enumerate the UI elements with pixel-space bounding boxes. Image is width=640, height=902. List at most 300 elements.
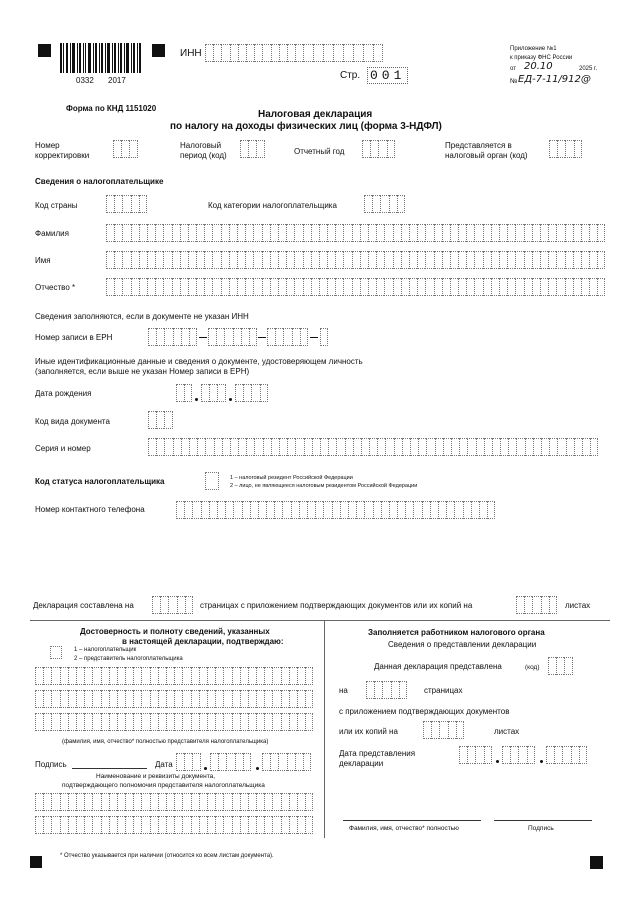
input-cell[interactable]: [232, 690, 240, 708]
input-cell[interactable]: [139, 224, 147, 242]
input-cell[interactable]: [540, 278, 548, 296]
input-cell[interactable]: [311, 224, 319, 242]
input-cell[interactable]: [311, 251, 319, 269]
official-sign-line[interactable]: [494, 820, 592, 821]
input-cell[interactable]: [232, 713, 240, 731]
input-cell[interactable]: [589, 278, 597, 296]
input-cell[interactable]: [188, 278, 196, 296]
input-cell[interactable]: [182, 690, 190, 708]
input-cell[interactable]: [556, 278, 564, 296]
input-cell[interactable]: [229, 224, 237, 242]
input-cell[interactable]: [180, 224, 188, 242]
input-cell[interactable]: [548, 251, 556, 269]
input-cell[interactable]: [245, 224, 253, 242]
input-cell[interactable]: [258, 501, 266, 519]
input-cell[interactable]: [158, 793, 166, 811]
tax-period-input[interactable]: [240, 140, 265, 158]
input-cell[interactable]: [51, 713, 59, 731]
input-cell[interactable]: [393, 224, 401, 242]
input-cell[interactable]: [106, 224, 114, 242]
input-cell[interactable]: [254, 438, 262, 456]
input-cell[interactable]: [303, 251, 311, 269]
input-cell[interactable]: [381, 501, 389, 519]
input-cell[interactable]: [368, 224, 376, 242]
input-cell[interactable]: [122, 224, 130, 242]
input-cell[interactable]: [507, 278, 515, 296]
input-cell[interactable]: [131, 278, 139, 296]
input-cell[interactable]: [172, 278, 180, 296]
input-cell[interactable]: [60, 690, 68, 708]
input-cell[interactable]: [466, 278, 474, 296]
input-cell[interactable]: [199, 713, 207, 731]
input-cell[interactable]: [181, 438, 189, 456]
input-cell[interactable]: [319, 278, 327, 296]
input-cell[interactable]: [223, 793, 231, 811]
input-cell[interactable]: [405, 501, 413, 519]
input-cell[interactable]: [566, 438, 574, 456]
input-cell[interactable]: [305, 713, 313, 731]
input-cell[interactable]: [352, 278, 360, 296]
input-cell[interactable]: [232, 793, 240, 811]
input-cell[interactable]: [223, 713, 231, 731]
input-cell[interactable]: [68, 667, 76, 685]
input-cell[interactable]: [166, 667, 174, 685]
input-cell[interactable]: [272, 667, 280, 685]
input-cell[interactable]: [303, 224, 311, 242]
input-cell[interactable]: [409, 251, 417, 269]
input-cell[interactable]: [483, 278, 491, 296]
input-cell[interactable]: [199, 816, 207, 834]
input-cell[interactable]: [166, 690, 174, 708]
input-cell[interactable]: [163, 251, 171, 269]
ern-part-2-input[interactable]: [208, 328, 257, 346]
input-cell[interactable]: [240, 690, 248, 708]
input-cell[interactable]: [176, 501, 184, 519]
input-cell[interactable]: [230, 438, 238, 456]
input-cell[interactable]: [191, 793, 199, 811]
input-cell[interactable]: [125, 690, 133, 708]
input-cell[interactable]: [114, 278, 122, 296]
input-cell[interactable]: [491, 278, 499, 296]
input-cell[interactable]: [376, 278, 384, 296]
input-cell[interactable]: [418, 438, 426, 456]
input-cell[interactable]: [245, 278, 253, 296]
input-cell[interactable]: [233, 501, 241, 519]
input-cell[interactable]: [250, 501, 258, 519]
series-number-input[interactable]: [148, 438, 598, 456]
input-cell[interactable]: [454, 501, 462, 519]
input-cell[interactable]: [125, 816, 133, 834]
input-cell[interactable]: [256, 816, 264, 834]
input-cell[interactable]: [221, 278, 229, 296]
input-cell[interactable]: [229, 251, 237, 269]
input-cell[interactable]: [248, 793, 256, 811]
input-cell[interactable]: [188, 224, 196, 242]
input-cell[interactable]: [533, 438, 541, 456]
input-cell[interactable]: [117, 793, 125, 811]
input-cell[interactable]: [270, 278, 278, 296]
input-cell[interactable]: [376, 224, 384, 242]
ern-part-1-input[interactable]: [148, 328, 197, 346]
input-cell[interactable]: [237, 224, 245, 242]
input-cell[interactable]: [458, 278, 466, 296]
input-cell[interactable]: [435, 438, 443, 456]
input-cell[interactable]: [156, 438, 164, 456]
input-cell[interactable]: [466, 224, 474, 242]
input-cell[interactable]: [196, 278, 204, 296]
input-cell[interactable]: [109, 690, 117, 708]
input-cell[interactable]: [248, 667, 256, 685]
input-cell[interactable]: [270, 224, 278, 242]
input-cell[interactable]: [76, 690, 84, 708]
input-cell[interactable]: [297, 713, 305, 731]
input-cell[interactable]: [60, 713, 68, 731]
input-cell[interactable]: [289, 713, 297, 731]
input-cell[interactable]: [192, 501, 200, 519]
input-cell[interactable]: [402, 438, 410, 456]
confirmer-type-input[interactable]: [50, 646, 62, 659]
input-cell[interactable]: [84, 667, 92, 685]
input-cell[interactable]: [565, 278, 573, 296]
input-cell[interactable]: [256, 690, 264, 708]
input-cell[interactable]: [174, 793, 182, 811]
input-cell[interactable]: [155, 278, 163, 296]
input-cell[interactable]: [565, 224, 573, 242]
input-cell[interactable]: [253, 278, 261, 296]
input-cell[interactable]: [320, 438, 328, 456]
input-cell[interactable]: [262, 278, 270, 296]
input-cell[interactable]: [297, 690, 305, 708]
input-cell[interactable]: [516, 438, 524, 456]
input-cell[interactable]: [573, 224, 581, 242]
input-cell[interactable]: [248, 713, 256, 731]
input-cell[interactable]: [229, 278, 237, 296]
input-cell[interactable]: [232, 667, 240, 685]
input-cell[interactable]: [466, 251, 474, 269]
input-cell[interactable]: [264, 793, 272, 811]
input-cell[interactable]: [223, 816, 231, 834]
input-cell[interactable]: [133, 713, 141, 731]
input-cell[interactable]: [139, 278, 147, 296]
input-cell[interactable]: [253, 224, 261, 242]
input-cell[interactable]: [43, 816, 51, 834]
input-cell[interactable]: [287, 438, 295, 456]
left-date-day-input[interactable]: [176, 753, 201, 771]
input-cell[interactable]: [223, 667, 231, 685]
input-cell[interactable]: [35, 667, 43, 685]
input-cell[interactable]: [101, 690, 109, 708]
reporting-year-input[interactable]: [362, 140, 395, 158]
input-cell[interactable]: [443, 438, 451, 456]
official-name-line[interactable]: [343, 820, 481, 821]
doc-type-input[interactable]: [148, 411, 173, 429]
input-cell[interactable]: [106, 251, 114, 269]
input-cell[interactable]: [582, 438, 590, 456]
input-cell[interactable]: [548, 278, 556, 296]
input-cell[interactable]: [141, 713, 149, 731]
input-cell[interactable]: [434, 251, 442, 269]
input-cell[interactable]: [197, 438, 205, 456]
representative-name-line-3[interactable]: [35, 713, 313, 731]
input-cell[interactable]: [117, 816, 125, 834]
input-cell[interactable]: [328, 438, 336, 456]
input-cell[interactable]: [207, 793, 215, 811]
input-cell[interactable]: [548, 224, 556, 242]
input-cell[interactable]: [147, 224, 155, 242]
input-cell[interactable]: [525, 438, 533, 456]
input-cell[interactable]: [384, 224, 392, 242]
input-cell[interactable]: [425, 278, 433, 296]
input-cell[interactable]: [289, 667, 297, 685]
phone-input[interactable]: [176, 501, 495, 519]
input-cell[interactable]: [508, 438, 516, 456]
input-cell[interactable]: [133, 793, 141, 811]
input-cell[interactable]: [172, 251, 180, 269]
input-cell[interactable]: [323, 501, 331, 519]
input-cell[interactable]: [278, 224, 286, 242]
input-cell[interactable]: [223, 690, 231, 708]
input-cell[interactable]: [467, 438, 475, 456]
input-cell[interactable]: [109, 816, 117, 834]
input-cell[interactable]: [215, 713, 223, 731]
input-cell[interactable]: [336, 438, 344, 456]
input-cell[interactable]: [92, 690, 100, 708]
submitted-code-input[interactable]: [548, 657, 573, 675]
input-cell[interactable]: [476, 438, 484, 456]
input-cell[interactable]: [305, 816, 313, 834]
input-cell[interactable]: [417, 251, 425, 269]
input-cell[interactable]: [352, 251, 360, 269]
input-cell[interactable]: [272, 713, 280, 731]
input-cell[interactable]: [76, 713, 84, 731]
input-cell[interactable]: [343, 278, 351, 296]
input-cell[interactable]: [492, 438, 500, 456]
birth-year-input[interactable]: [235, 384, 268, 402]
input-cell[interactable]: [332, 501, 340, 519]
input-cell[interactable]: [271, 438, 279, 456]
input-cell[interactable]: [438, 501, 446, 519]
input-cell[interactable]: [133, 690, 141, 708]
input-cell[interactable]: [117, 690, 125, 708]
input-cell[interactable]: [68, 793, 76, 811]
input-cell[interactable]: [109, 667, 117, 685]
input-cell[interactable]: [364, 501, 372, 519]
input-cell[interactable]: [117, 713, 125, 731]
input-cell[interactable]: [434, 278, 442, 296]
input-cell[interactable]: [274, 501, 282, 519]
input-cell[interactable]: [150, 816, 158, 834]
input-cell[interactable]: [430, 501, 438, 519]
input-cell[interactable]: [232, 816, 240, 834]
input-cell[interactable]: [474, 278, 482, 296]
input-cell[interactable]: [191, 690, 199, 708]
representative-doc-line-2[interactable]: [35, 816, 313, 834]
input-cell[interactable]: [590, 438, 598, 456]
input-cell[interactable]: [281, 713, 289, 731]
input-cell[interactable]: [35, 816, 43, 834]
input-cell[interactable]: [215, 816, 223, 834]
input-cell[interactable]: [417, 278, 425, 296]
input-cell[interactable]: [499, 278, 507, 296]
input-cell[interactable]: [474, 251, 482, 269]
input-cell[interactable]: [201, 501, 209, 519]
input-cell[interactable]: [305, 793, 313, 811]
submission-date-year-input[interactable]: [546, 746, 587, 764]
input-cell[interactable]: [158, 690, 166, 708]
input-cell[interactable]: [335, 251, 343, 269]
input-cell[interactable]: [272, 690, 280, 708]
input-cell[interactable]: [155, 224, 163, 242]
input-cell[interactable]: [92, 793, 100, 811]
input-cell[interactable]: [289, 690, 297, 708]
input-cell[interactable]: [573, 278, 581, 296]
ern-part-4-input[interactable]: [320, 328, 328, 346]
input-cell[interactable]: [222, 438, 230, 456]
input-cell[interactable]: [199, 667, 207, 685]
input-cell[interactable]: [256, 713, 264, 731]
input-cell[interactable]: [196, 224, 204, 242]
input-cell[interactable]: [327, 224, 335, 242]
input-cell[interactable]: [141, 690, 149, 708]
representative-name-line-2[interactable]: [35, 690, 313, 708]
input-cell[interactable]: [360, 251, 368, 269]
input-cell[interactable]: [507, 224, 515, 242]
input-cell[interactable]: [597, 224, 605, 242]
input-cell[interactable]: [311, 278, 319, 296]
input-cell[interactable]: [76, 667, 84, 685]
input-cell[interactable]: [272, 816, 280, 834]
input-cell[interactable]: [312, 438, 320, 456]
input-cell[interactable]: [51, 793, 59, 811]
input-cell[interactable]: [499, 251, 507, 269]
input-cell[interactable]: [413, 501, 421, 519]
input-cell[interactable]: [240, 667, 248, 685]
input-cell[interactable]: [369, 438, 377, 456]
surname-input[interactable]: [106, 224, 605, 242]
input-cell[interactable]: [263, 438, 271, 456]
category-code-input[interactable]: [364, 195, 405, 213]
input-cell[interactable]: [238, 438, 246, 456]
input-cell[interactable]: [491, 251, 499, 269]
submission-date-day-input[interactable]: [459, 746, 492, 764]
input-cell[interactable]: [459, 438, 467, 456]
input-cell[interactable]: [597, 251, 605, 269]
input-cell[interactable]: [319, 224, 327, 242]
input-cell[interactable]: [221, 251, 229, 269]
input-cell[interactable]: [264, 816, 272, 834]
input-cell[interactable]: [101, 816, 109, 834]
input-cell[interactable]: [245, 251, 253, 269]
input-cell[interactable]: [500, 438, 508, 456]
input-cell[interactable]: [574, 438, 582, 456]
input-cell[interactable]: [125, 793, 133, 811]
input-cell[interactable]: [131, 224, 139, 242]
input-cell[interactable]: [182, 816, 190, 834]
input-cell[interactable]: [122, 251, 130, 269]
input-cell[interactable]: [384, 251, 392, 269]
input-cell[interactable]: [101, 793, 109, 811]
input-cell[interactable]: [450, 224, 458, 242]
input-cell[interactable]: [51, 690, 59, 708]
input-cell[interactable]: [524, 251, 532, 269]
input-cell[interactable]: [507, 251, 515, 269]
input-cell[interactable]: [191, 667, 199, 685]
input-cell[interactable]: [68, 816, 76, 834]
input-cell[interactable]: [541, 438, 549, 456]
input-cell[interactable]: [515, 251, 523, 269]
input-cell[interactable]: [182, 713, 190, 731]
input-cell[interactable]: [240, 793, 248, 811]
input-cell[interactable]: [368, 278, 376, 296]
input-cell[interactable]: [304, 438, 312, 456]
input-cell[interactable]: [166, 793, 174, 811]
input-cell[interactable]: [450, 278, 458, 296]
input-cell[interactable]: [199, 690, 207, 708]
input-cell[interactable]: [125, 713, 133, 731]
input-cell[interactable]: [483, 251, 491, 269]
input-cell[interactable]: [348, 501, 356, 519]
input-cell[interactable]: [264, 690, 272, 708]
input-cell[interactable]: [196, 251, 204, 269]
input-cell[interactable]: [43, 690, 51, 708]
input-cell[interactable]: [150, 793, 158, 811]
input-cell[interactable]: [125, 667, 133, 685]
ern-part-3-input[interactable]: [267, 328, 308, 346]
input-cell[interactable]: [343, 224, 351, 242]
input-cell[interactable]: [360, 224, 368, 242]
input-cell[interactable]: [315, 501, 323, 519]
patronymic-input[interactable]: [106, 278, 605, 296]
left-date-year-input[interactable]: [262, 753, 311, 771]
input-cell[interactable]: [446, 501, 454, 519]
input-cell[interactable]: [164, 438, 172, 456]
input-cell[interactable]: [248, 690, 256, 708]
declaration-sheets-input[interactable]: [516, 596, 557, 614]
input-cell[interactable]: [221, 224, 229, 242]
submission-date-month-input[interactable]: [502, 746, 535, 764]
input-cell[interactable]: [597, 278, 605, 296]
input-cell[interactable]: [297, 816, 305, 834]
input-cell[interactable]: [240, 713, 248, 731]
representative-name-line-1[interactable]: [35, 667, 313, 685]
input-cell[interactable]: [256, 667, 264, 685]
input-cell[interactable]: [335, 224, 343, 242]
input-cell[interactable]: [166, 713, 174, 731]
input-cell[interactable]: [191, 713, 199, 731]
tax-authority-input[interactable]: [549, 140, 582, 158]
input-cell[interactable]: [43, 713, 51, 731]
input-cell[interactable]: [282, 501, 290, 519]
input-cell[interactable]: [106, 278, 114, 296]
input-cell[interactable]: [581, 224, 589, 242]
input-cell[interactable]: [368, 251, 376, 269]
input-cell[interactable]: [299, 501, 307, 519]
input-cell[interactable]: [68, 690, 76, 708]
input-cell[interactable]: [212, 224, 220, 242]
input-cell[interactable]: [295, 438, 303, 456]
input-cell[interactable]: [376, 251, 384, 269]
input-cell[interactable]: [174, 667, 182, 685]
input-cell[interactable]: [266, 501, 274, 519]
input-cell[interactable]: [139, 251, 147, 269]
input-cell[interactable]: [163, 278, 171, 296]
input-cell[interactable]: [297, 667, 305, 685]
input-cell[interactable]: [207, 690, 215, 708]
input-cell[interactable]: [425, 251, 433, 269]
input-cell[interactable]: [199, 793, 207, 811]
input-cell[interactable]: [204, 251, 212, 269]
input-cell[interactable]: [340, 501, 348, 519]
